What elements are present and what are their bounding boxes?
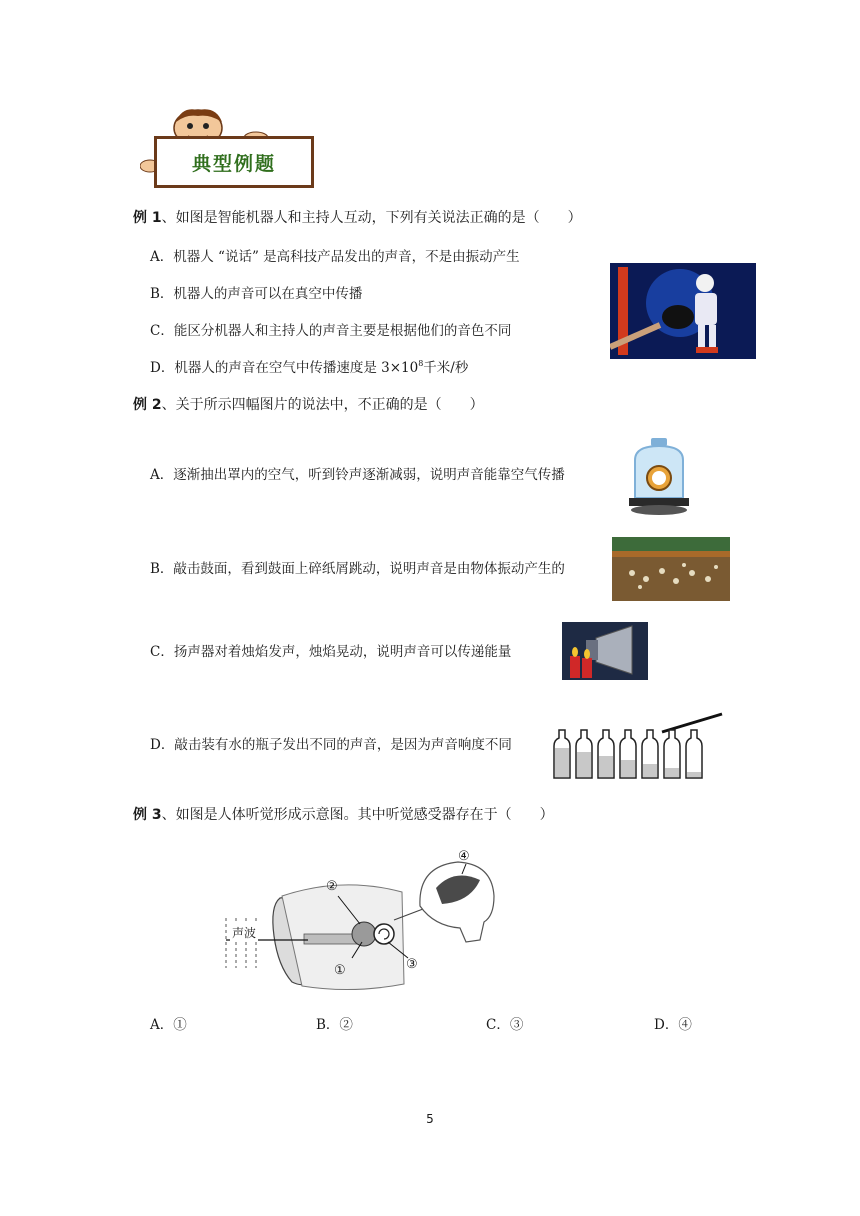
q2-stem-text: 、关于所示四幅图片的说法中，不正确的是（ ） [161, 397, 484, 413]
q3-option-a: A．① [150, 1017, 187, 1033]
q1-option-a: A．机器人 “说话” 是高科技产品发出的声音，不是由振动产生 [150, 249, 520, 265]
sound-wave-label: 声波 [232, 926, 257, 940]
ear-diagram-drawing [222, 846, 512, 994]
q1-option-d-prefix: D．机器人的声音在空气中传播速度是 3×10 [150, 360, 419, 376]
badge-title: 典型例题 [191, 153, 276, 175]
q1-stem-text: 、如图是智能机器人和主持人互动，下列有关说法正确的是（ ） [161, 210, 582, 226]
q2-option-d: D．敲击装有水的瓶子发出不同的声音，是因为声音响度不同 [150, 737, 512, 753]
q2-stem [133, 395, 484, 415]
q1-option-d [150, 359, 468, 377]
robot-host-image [610, 263, 756, 359]
marker-3: ③ [406, 957, 418, 972]
drum-paper-image [612, 537, 730, 601]
badge-board [154, 136, 314, 188]
marker-1: ① [334, 963, 346, 978]
q2-option-b: B．敲击鼓面，看到鼓面上碎纸屑跳动，说明声音是由物体振动产生的 [150, 561, 565, 577]
q1-option-d-suffix: 千米/秒 [423, 360, 469, 376]
section-badge [140, 108, 318, 192]
q1-option-b: B．机器人的声音可以在真空中传播 [150, 286, 363, 302]
water-bottles-image [550, 712, 724, 782]
q3-option-c: C．③ [486, 1017, 524, 1033]
bell-jar-image [627, 438, 693, 516]
q1-stem [133, 208, 582, 228]
page-number: 5 [426, 1112, 434, 1126]
q3-label: 例 3 [133, 807, 162, 823]
q2-option-a: A．逐渐抽出罩内的空气，听到铃声逐渐减弱，说明声音能靠空气传播 [150, 467, 565, 483]
q2-label: 例 2 [133, 397, 162, 413]
q1-option-c: C．能区分机器人和主持人的声音主要是根据他们的音色不同 [150, 323, 512, 339]
q3-option-d: D．④ [654, 1017, 692, 1033]
q1-option-d-exponent: 8 [418, 359, 424, 368]
q3-stem-text: 、如图是人体听觉形成示意图。其中听觉感受器存在于（ ） [161, 807, 554, 823]
speaker-candle-image [562, 622, 648, 680]
ear-diagram [222, 846, 512, 994]
q1-label: 例 1 [133, 210, 162, 226]
marker-2: ② [326, 879, 338, 894]
q2-option-c: C．扬声器对着烛焰发声，烛焰晃动，说明声音可以传递能量 [150, 644, 512, 660]
q3-option-b: B．② [316, 1017, 353, 1033]
q3-stem [133, 805, 554, 825]
marker-4: ④ [458, 849, 470, 864]
